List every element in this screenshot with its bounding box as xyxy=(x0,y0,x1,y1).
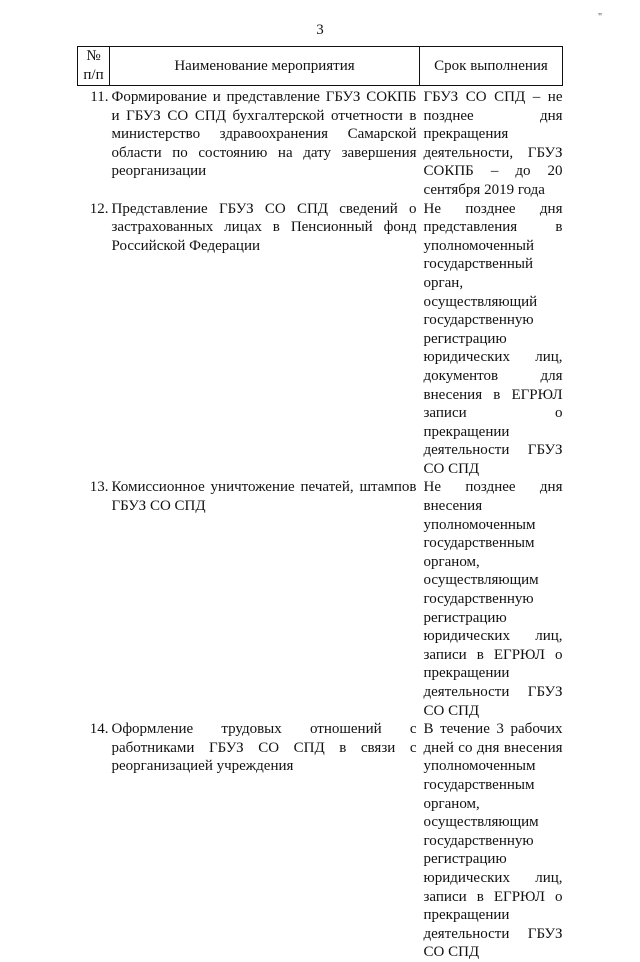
row-number: 12. xyxy=(89,200,109,217)
header-number-line1: № xyxy=(86,48,101,64)
corner-mark: " xyxy=(598,12,603,23)
header-number xyxy=(78,47,110,86)
row-deadline: Не позднее дня представления в уполномоченный государственный орган, осуществляющий государственную регистрацию юридических лиц, документов для внесения в ЕГРЮЛ записи о прекращении деятельности ГБУЗ СО СПД xyxy=(423,200,563,477)
table-row xyxy=(78,720,563,962)
row-activity: Оформление трудовых отношений с работниками ГБУЗ СО СПД в связи с реорганизацией учреждения xyxy=(111,721,417,775)
row-activity: Представление ГБУЗ СО СПД сведений о застрахованных лицах в Пенсионный фонд Российской Федерации xyxy=(111,200,417,254)
row-activity: Формирование и представление ГБУЗ СОКПБ и ГБУЗ СО СПД бухгалтерской отчетности в министерство здравоохранения Самарской области по состоянию на дату завершения реорганизации xyxy=(111,89,417,180)
row-deadline: В течение 3 рабочих дней со дня внесения уполномоченным государственным органом, осуществляющим государственную регистрацию юридических лиц, записи в ЕГРЮЛ о прекращении деятельности ГБУЗ СО СПД xyxy=(423,721,563,961)
row-activity: Комиссионное уничтожение печатей, штампов ГБУЗ СО СПД xyxy=(111,479,417,515)
table-row xyxy=(78,88,563,200)
row-deadline: Не позднее дня внесения уполномоченным государственным органом, осуществляющим государственную регистрацию юридических лиц, записи в ЕГРЮЛ о прекращении деятельности ГБУЗ СО СПД xyxy=(423,479,563,719)
row-number: 11. xyxy=(90,89,109,105)
header-number-line2: п/п xyxy=(83,67,104,83)
table-row xyxy=(78,478,563,720)
row-number: 13. xyxy=(89,479,109,496)
activities-table xyxy=(77,46,563,962)
row-deadline: ГБУЗ СО СПД – не позднее дня прекращения деятельности, ГБУЗ СОКПБ – до 20 сентября 2019 года xyxy=(423,89,563,198)
header-deadline: Срок выполнения xyxy=(420,47,563,86)
header-activity: Наименование мероприятия xyxy=(110,47,420,86)
row-number: 14. xyxy=(89,721,109,738)
table-row xyxy=(78,200,563,479)
page-number: 3 xyxy=(316,22,324,38)
table-header-row xyxy=(78,47,563,86)
